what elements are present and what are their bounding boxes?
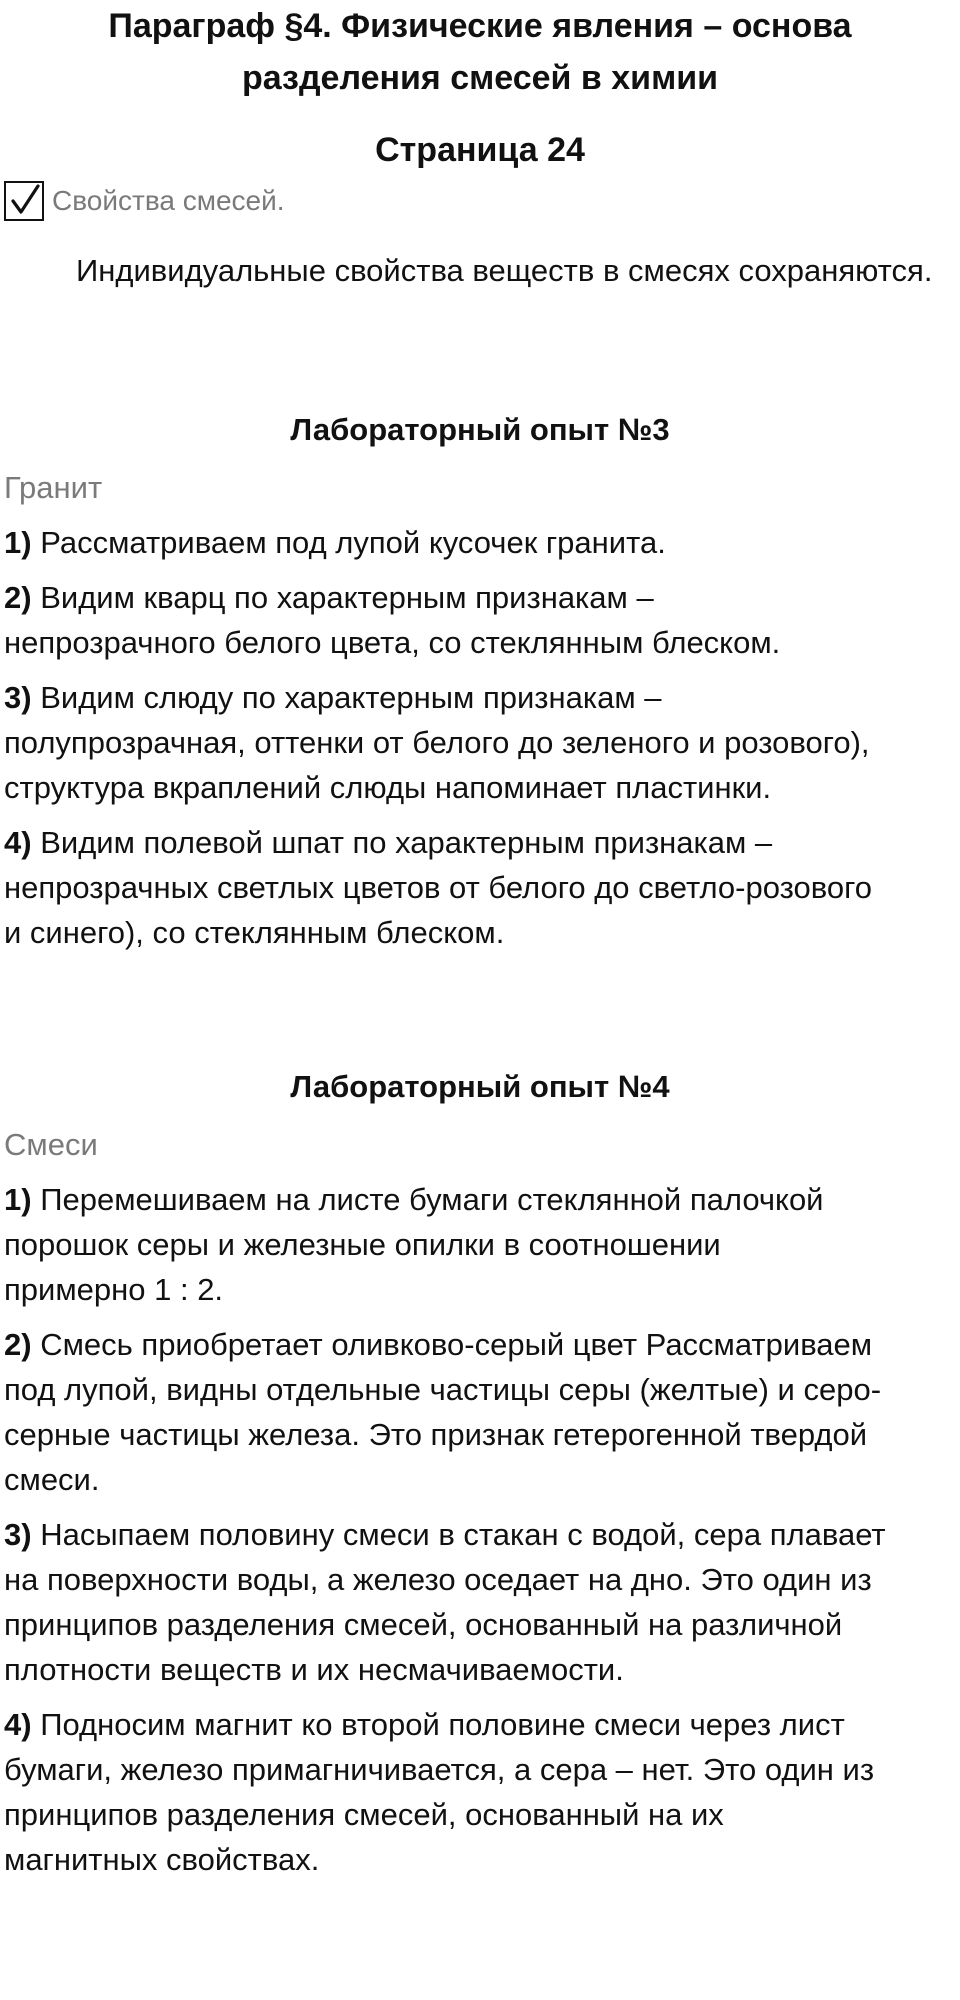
lab4-steps — [4, 1177, 956, 1882]
step-number: 3) — [4, 1517, 32, 1552]
lab3-heading: Лабораторный опыт №3 — [290, 412, 670, 447]
lab4-step — [4, 1177, 956, 1312]
title-line-1: Параграф §4. Физические явления – основа — [108, 7, 852, 45]
step-text: Видим полевой шпат по характерным признакам – непрозрачных светлых цветов от белого до светло-розового и синего), со стеклянным блеском. — [4, 825, 872, 950]
step-number: 4) — [4, 825, 32, 860]
page-number-heading: Страница 24 — [375, 131, 585, 169]
checkbox-item — [4, 178, 956, 224]
document-title — [4, 0, 956, 104]
step-number: 2) — [4, 1327, 32, 1362]
step-number: 1) — [4, 525, 32, 560]
lab3-step — [4, 820, 956, 955]
lab3-subject: Гранит — [4, 470, 103, 505]
step-number: 1) — [4, 1182, 32, 1217]
step-text: Видим кварц по характерным признакам – непрозрачного белого цвета, со стеклянным блеском. — [4, 580, 781, 660]
step-number: 3) — [4, 680, 32, 715]
step-text: Перемешиваем на листе бумаги стеклянной палочкой порошок серы и железные опилки в соотношении примерно 1 : 2. — [4, 1182, 824, 1307]
lab3-step — [4, 675, 956, 810]
lab3-step — [4, 520, 956, 565]
lab3-steps — [4, 520, 956, 955]
step-text: Видим слюду по характерным признакам – полупрозрачная, оттенки от белого до зеленого и розового), структура вкраплений слюды напоминает пластинки. — [4, 680, 870, 805]
lab4-step — [4, 1512, 956, 1692]
step-number: 2) — [4, 580, 32, 615]
step-text: Рассматриваем под лупой кусочек гранита. — [40, 525, 666, 560]
check-icon — [4, 181, 44, 221]
checkbox-label: Свойства смесей. — [52, 185, 285, 216]
lab4-step — [4, 1322, 956, 1502]
step-number: 4) — [4, 1707, 32, 1742]
step-text: Смесь приобретает оливково-серый цвет Рассматриваем под лупой, видны отдельные частицы серы (желтые) и серо- серные частицы железа. Это признак гетерогенной твердой смеси. — [4, 1327, 882, 1497]
step-text: Подносим магнит ко второй половине смеси через лист бумаги, железо примагничивается, а сера – нет. Это один из принципов разделения смесей, основанный на их магнитных свойствах. — [4, 1707, 875, 1877]
lab3-step — [4, 575, 956, 665]
intro-paragraph: Индивидуальные свойства веществ в смесях сохраняются. — [76, 253, 933, 288]
step-text: Насыпаем половину смеси в стакан с водой, сера плавает на поверхности воды, а железо оседает на дно. Это один из принципов разделения смесей, основанный на различной плотности веществ и их несмачиваемости. — [4, 1517, 886, 1687]
lab4-heading: Лабораторный опыт №4 — [290, 1069, 670, 1104]
lab4-step — [4, 1702, 956, 1882]
lab4-subject: Смеси — [4, 1127, 98, 1162]
title-line-2: разделения смесей в химии — [241, 59, 719, 97]
